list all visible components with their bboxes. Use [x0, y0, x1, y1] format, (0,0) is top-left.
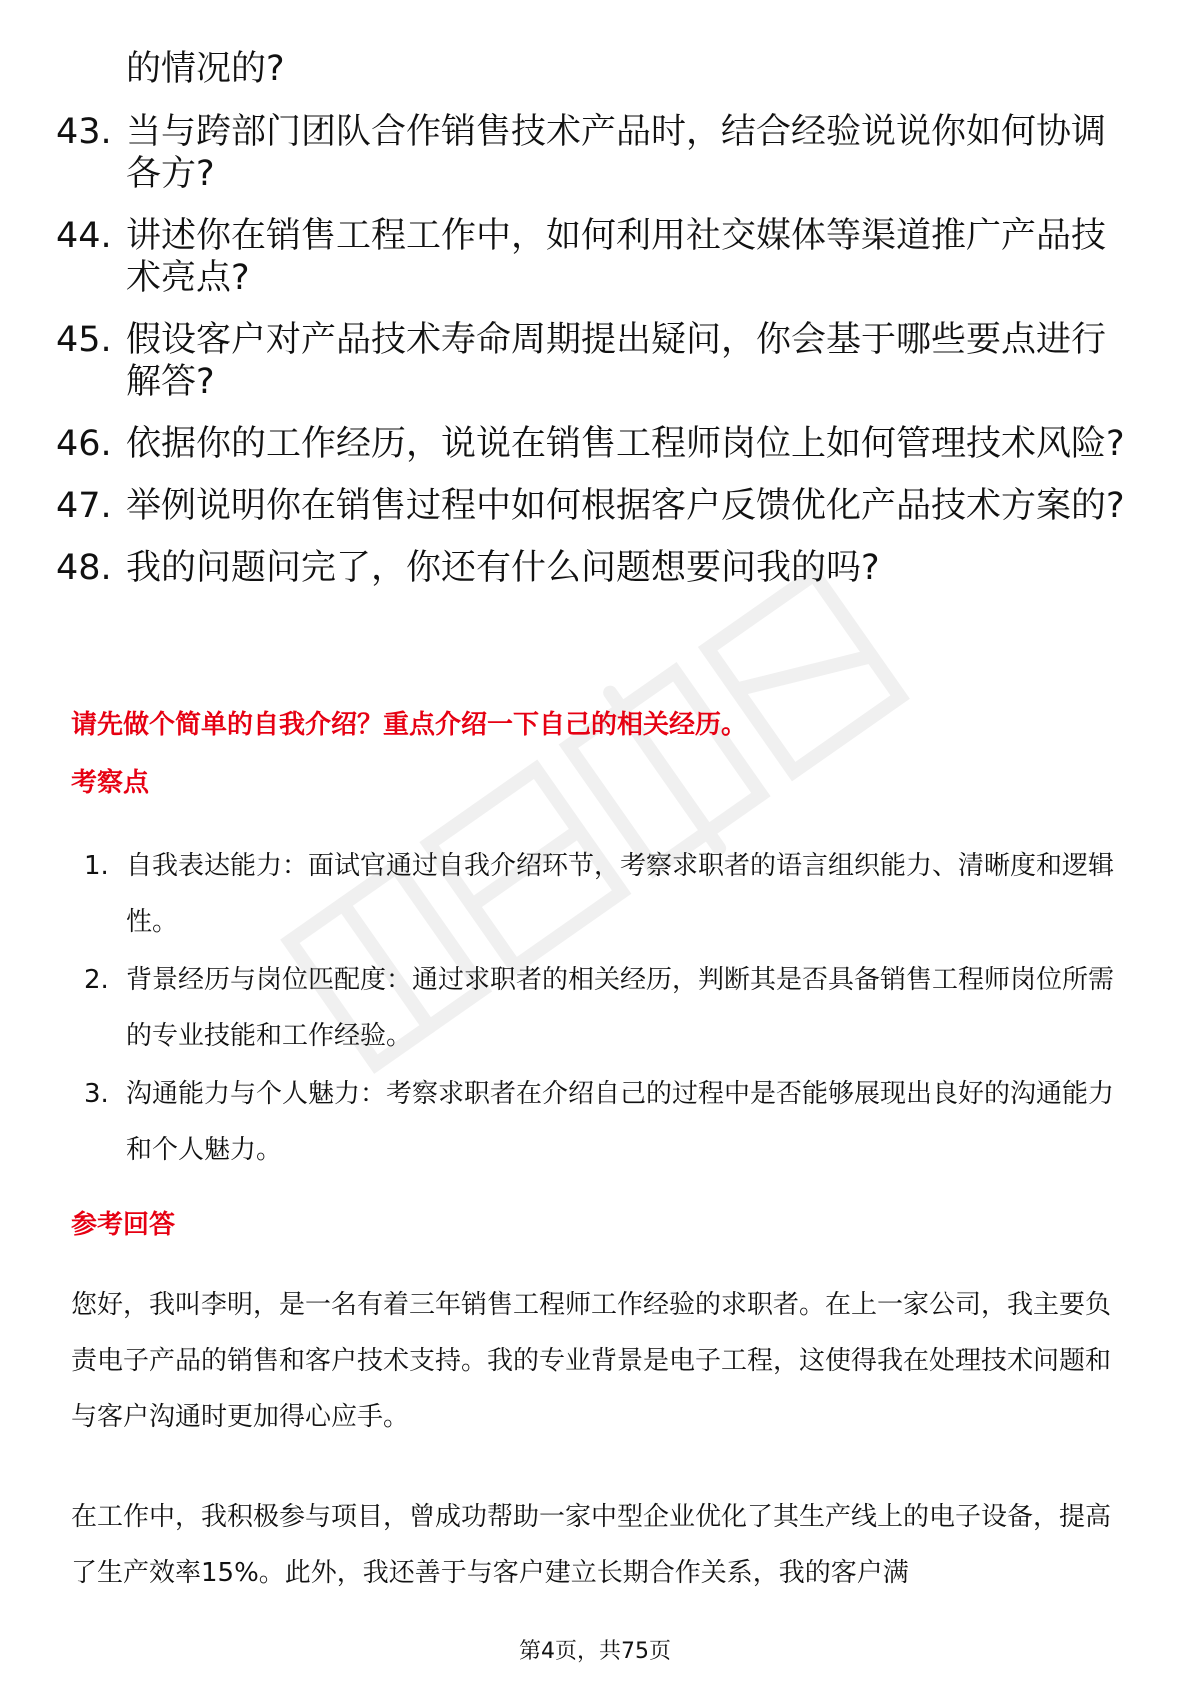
answer-heading: 参考回答 — [71, 1210, 176, 1240]
question-heading: 请先做个简单的自我介绍？重点介绍一下自己的相关经历。 — [71, 710, 748, 740]
list-item — [84, 1066, 1124, 1178]
item-text: 举例说明你在销售过程中如何根据客户反馈优化产品技术方案的? — [126, 486, 1125, 526]
list-item — [56, 111, 1136, 195]
list-item — [84, 952, 1124, 1064]
item-number: 48. — [56, 548, 112, 588]
item-text: 讲述你在销售工程工作中，如何利用社交媒体等渠道推广产品技术亮点? — [126, 216, 1107, 298]
item-text: 当与跨部门团队合作销售技术产品时，结合经验说说你如何协调各方? — [126, 112, 1107, 194]
list-item — [56, 319, 1136, 403]
answer-paragraph: 在工作中，我积极参与项目，曾成功帮助一家中型企业优化了其生产线上的电子设备，提高了生产效率15%。此外，我还善于与客户建立长期合作关系，我的客户满 — [71, 1502, 1112, 1588]
item-number: 47. — [56, 486, 112, 526]
list-item — [56, 547, 1136, 589]
item-number: 2. — [84, 965, 109, 995]
question-list — [56, 111, 1136, 609]
list-item — [84, 838, 1124, 950]
list-item — [56, 423, 1136, 465]
item-number: 1. — [84, 851, 109, 881]
item-number: 45. — [56, 320, 112, 360]
points-heading: 考察点 — [71, 768, 150, 798]
answer-paragraph: 您好，我叫李明，是一名有着三年销售工程师工作经验的求职者。在上一家公司，我主要负责电子产品的销售和客户技术支持。我的专业背景是电子工程，这使得我在处理技术问题和与客户沟通时更加得心应手。 — [71, 1290, 1112, 1432]
item-text: 沟通能力与个人魅力：考察求职者在介绍自己的过程中是否能够展现出良好的沟通能力和个人魅力。 — [126, 1079, 1115, 1165]
item-number: 44. — [56, 216, 112, 256]
item-text: 假设客户对产品技术寿命周期提出疑问，你会基于哪些要点进行解答? — [126, 320, 1107, 402]
list-item — [56, 485, 1136, 527]
question-continuation: 的情况的? — [126, 49, 285, 89]
item-number: 3. — [84, 1079, 109, 1109]
page-number: 第4页，共75页 — [519, 1639, 671, 1664]
item-text: 我的问题问完了，你还有什么问题想要问我的吗? — [126, 548, 880, 588]
item-text: 自我表达能力：面试官通过自我介绍环节，考察求职者的语言组织能力、清晰度和逻辑性。 — [126, 851, 1115, 937]
item-number: 43. — [56, 112, 112, 152]
item-number: 46. — [56, 424, 112, 464]
list-item — [56, 215, 1136, 299]
points-list — [84, 838, 1124, 1180]
item-text: 依据你的工作经历，说说在销售工程师岗位上如何管理技术风险? — [126, 424, 1125, 464]
item-text: 背景经历与岗位匹配度：通过求职者的相关经历，判断其是否具备销售工程师岗位所需的专业技能和工作经验。 — [126, 965, 1115, 1051]
